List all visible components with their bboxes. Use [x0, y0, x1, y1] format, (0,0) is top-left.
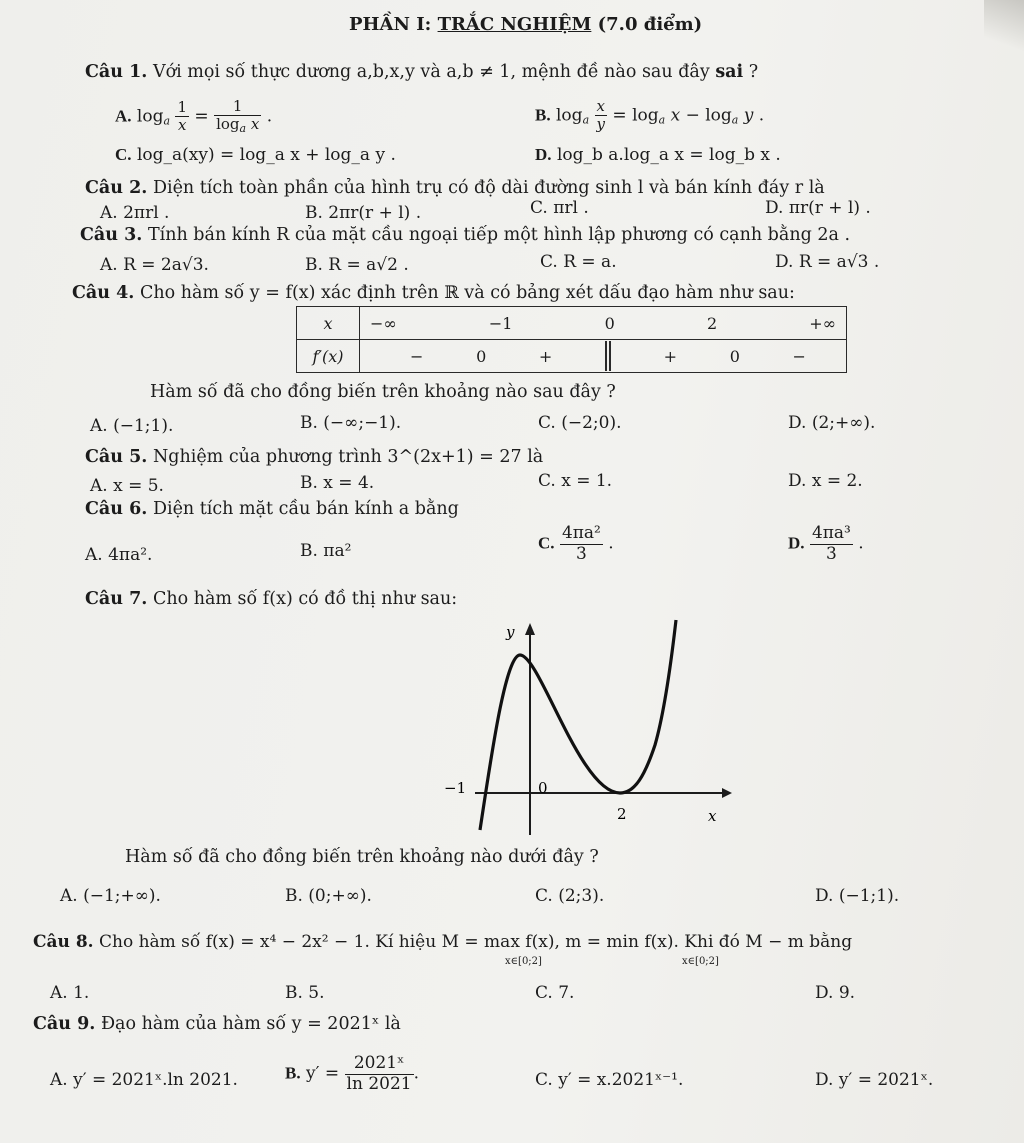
q8-min-range: x∈[0;2] [682, 956, 719, 967]
q1-option-c[interactable]: C. log_a(xy) = log_a x + log_a y . [115, 145, 396, 165]
q7-option-d[interactable]: D. (−1;1). [815, 886, 900, 906]
q9-option-b[interactable]: B. y′ = $\frac{\text{2021ˣ}}{\ln 2021}$ . [285, 1053, 419, 1094]
sign-table-fp-row: − 0 + + 0 − [360, 340, 847, 373]
q1-stem: Câu 1. Với mọi số thực dương a,b,x,y và a,b ≠ 1, mệnh đề nào sau đây sai ? [85, 62, 759, 82]
q4-question: Hàm số đã cho đồng biến trên khoảng nào sau đây ? [150, 382, 616, 402]
q3-option-c[interactable]: C. R = a. [540, 252, 617, 272]
section-title: PHẦN I: TRẮC NGHIỆM (7.0 điểm) [349, 14, 703, 35]
q7-question: Hàm số đã cho đồng biến trên khoảng nào dưới đây ? [125, 847, 599, 867]
tick-label-2: 2 [617, 805, 627, 823]
q4-stem: Câu 4. Cho hàm số y = f(x) xác định trên ℝ và có bảng xét dấu đạo hàm như sau: [72, 283, 795, 303]
q7-stem: Câu 7. Cho hàm số f(x) có đồ thị như sau: [85, 589, 458, 609]
q6-option-c[interactable]: C. $\frac{\text{4πa²}}{3}$ . [538, 523, 614, 564]
page-shadow [984, 0, 1024, 60]
q6-option-d[interactable]: D. $\frac{\text{4πa³}}{3}$ . [788, 523, 864, 564]
q6-stem: Câu 6. Diện tích mặt cầu bán kính a bằng [85, 499, 459, 519]
q3-stem: Câu 3. Tính bán kính R của mặt cầu ngoại tiếp một hình lập phương có cạnh bằng 2a . [80, 225, 851, 245]
q3-option-b[interactable]: B. R = a√2 . [305, 255, 409, 275]
q4-option-d[interactable]: D. (2;+∞). [788, 413, 876, 433]
q6-option-b[interactable]: B. πa² [300, 541, 352, 561]
q1-option-a[interactable]: A. $\log_a$ $\frac{1}{x}$ = $\frac{1}{\log_a x}$ . [115, 97, 273, 136]
q5-stem: Câu 5. Nghiệm của phương trình 3^(2x+1) = 27 là [85, 447, 544, 467]
q5-option-b[interactable]: B. x = 4. [300, 473, 375, 493]
function-curve [480, 620, 676, 830]
q7-graph [440, 615, 740, 840]
q9-option-c[interactable]: C. y′ = x.2021ˣ⁻¹. [535, 1070, 684, 1090]
q5-option-c[interactable]: C. x = 1. [538, 471, 613, 491]
q8-stem: Câu 8. Cho hàm số f(x) = x⁴ − 2x² − 1. Kí hiệu M = max f(x), m = min f(x). Khi đó M − m bằng [33, 932, 853, 952]
x-axis-arrow [722, 788, 732, 798]
q2-option-a[interactable]: A. 2πrl . [100, 203, 170, 223]
q4-option-c[interactable]: C. (−2;0). [538, 413, 622, 433]
y-axis-arrow [525, 623, 535, 635]
q8-option-c[interactable]: C. 7. [535, 983, 575, 1003]
sign-table-x-label: x [297, 307, 360, 340]
q2-option-b[interactable]: B. 2πr(r + l) . [305, 203, 422, 223]
tick-label-origin: 0 [538, 779, 548, 797]
q5-option-a[interactable]: A. x = 5. [90, 476, 164, 496]
q8-option-b[interactable]: B. 5. [285, 983, 325, 1003]
q7-option-a[interactable]: A. (−1;+∞). [60, 886, 161, 906]
q9-stem: Câu 9. Đạo hàm của hàm số y = 2021ˣ là [33, 1014, 401, 1034]
q7-option-b[interactable]: B. (0;+∞). [285, 886, 372, 906]
q8-option-d[interactable]: D. 9. [815, 983, 856, 1003]
q8-max-range: x∈[0;2] [505, 956, 542, 967]
q5-option-d[interactable]: D. x = 2. [788, 471, 863, 491]
sign-table-fp-label: f′(x) [297, 340, 360, 373]
q6-option-a[interactable]: A. 4πa². [85, 545, 153, 565]
tick-label-minus1: −1 [444, 779, 467, 797]
q2-option-c[interactable]: C. πrl . [530, 198, 589, 218]
q2-option-d[interactable]: D. πr(r + l) . [765, 198, 871, 218]
q3-option-a[interactable]: A. R = 2a√3. [100, 255, 209, 275]
x-axis-label: x [708, 807, 717, 825]
q4-option-b[interactable]: B. (−∞;−1). [300, 413, 402, 433]
q9-option-d[interactable]: D. y′ = 2021ˣ. [815, 1070, 934, 1090]
y-axis-label: y [506, 623, 515, 641]
q8-option-a[interactable]: A. 1. [50, 983, 90, 1003]
q9-option-a[interactable]: A. y′ = 2021ˣ.ln 2021. [50, 1070, 238, 1090]
undefined-marker [605, 341, 611, 371]
q1-option-d[interactable]: D. log_b a.log_a x = log_b x . [535, 145, 781, 165]
q4-option-a[interactable]: A. (−1;1). [90, 416, 174, 436]
q3-option-d[interactable]: D. R = a√3 . [775, 252, 880, 272]
q2-stem: Câu 2. Diện tích toàn phần của hình trụ có độ dài đường sinh l và bán kính đáy r là [85, 178, 825, 198]
q7-option-c[interactable]: C. (2;3). [535, 886, 605, 906]
sign-table [296, 306, 847, 373]
q1-option-b[interactable]: B. $\log_a$ $\frac{x}{y}$ = $\log_a x - \log_a y$ . [535, 97, 765, 134]
sign-table-x-row: −∞ −1 0 2 +∞ [360, 307, 847, 340]
